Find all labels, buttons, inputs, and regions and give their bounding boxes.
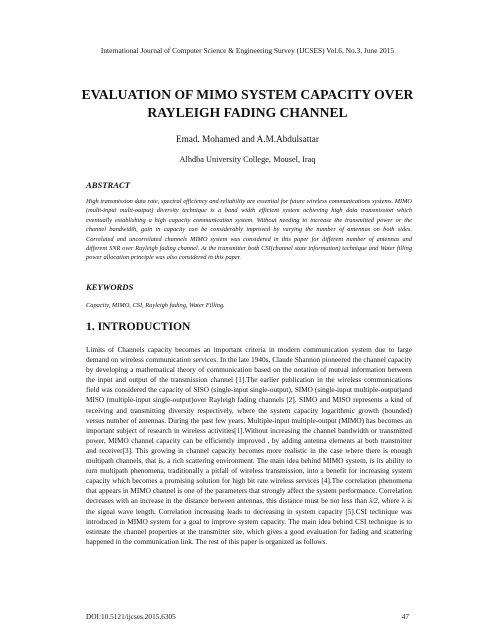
keywords-text: Capacity, MIMO, CSI, Rayleigh fading, Water Filling. (86, 302, 225, 309)
paper-authors: Emad. Mohamed and A.M.Abdulsattar (176, 134, 319, 144)
introduction-text-part-2: , where λ is the signal wave length. Correlation increasing leads to decreasing in system capacity [5].CSI technique was introduced in MIMO system for a goal to improve system capacity. The main idea behind CSI technique is to estimate the channel properties at the transmitter site, which gives a good evaluation for fading and scattering happened in the communication link. The rest of this paper is organized as follows. (86, 497, 413, 546)
abstract-text: High transmission data rate, spectral efficiency and reliability are essential for future wireless communications systems. MIMO (multi-input multi-output) diversity technique is a band width efficient system achieving high data transmission which eventually establishing a high capacity communication system. Without needing to increase the transmitted power or the channel bandwidth, gain in capacity can be considerably improved by varying the number of antennas on both sides. Correlated and uncorrelated channels MIMO system was considered in this paper for different number of antennas and different SNR over Rayleigh fading channel. At the transmitter both CSI(channel state information) technique and Water filling power allocation principle was also considered in this paper. (86, 198, 412, 262)
paper-title-line-2: RAYLEIGH FADING CHANNEL (147, 105, 348, 120)
footer-page-number: 47 (401, 612, 409, 621)
paper-title-line-1: EVALUATION OF MIMO SYSTEM CAPACITY OVER (81, 87, 414, 102)
introduction-text (86, 345, 412, 547)
introduction-text-part-1: Limits of Channels capacity becomes an important criteria in modern communication system due to large demand on wireless communication services. In the late 1940s, Claude Shannon pioneered the channel capacity by developing a mathematical theory of communication based on the notation of mutual information between the input and output of the transmission channel [1].The earlier publication in the wireless communications field was considered the capacity of SISO (single-input single-output), SIMO (single-input multiple-output)and MISO (multiple-input single-output)over Rayleigh fading channels [2]. SIMO and MISO represents a kind of receiving and transmitting diversity respectively, where the system capacity logarithmic growth (bounded) versus number of antennas. During the past few years, Multiple-input multiple-output (MIMO) has becomes an important subject of research in wireless activities[1].Without increasing the channel bandwidth or transmitted power, MIMO channel capacity can be efficiently improved , by adding antenna elements at both transmitter and receiver[3]. This growing in channel capacity becomes more realistic in the case where there is enough multipath channels, that is, a rich scattering environment. The main idea behind MIMO system, is its ability to turn multipath phenomena, traditionally a pitfall of wireless transmission, into a benefit for increasing system capacity which becomes a promising solution for high bit rate wireless services [4].The correlation phenomena that appears in MIMO channel is one of the parameters that strongly affect the system performance. Correlation decreases with an increase in the distance between antennas, this distance must be not less than (86, 346, 412, 506)
keywords-heading: KEYWORDS (86, 282, 134, 292)
paper-affiliation: Alhdba University College, Mousel, Iraq (179, 155, 316, 164)
lambda-fraction: λ/2 (369, 497, 378, 506)
introduction-heading: 1. INTRODUCTION (86, 320, 191, 333)
footer-doi: DOI:10.5121/ijcses.2015.6305 (86, 612, 176, 621)
journal-header: International Journal of Computer Science & Engineering Survey (IJCSES) Vol.6, No.3, June 2015 (100, 46, 395, 55)
paper-title (60, 86, 435, 122)
abstract-heading: ABSTRACT (86, 180, 130, 190)
